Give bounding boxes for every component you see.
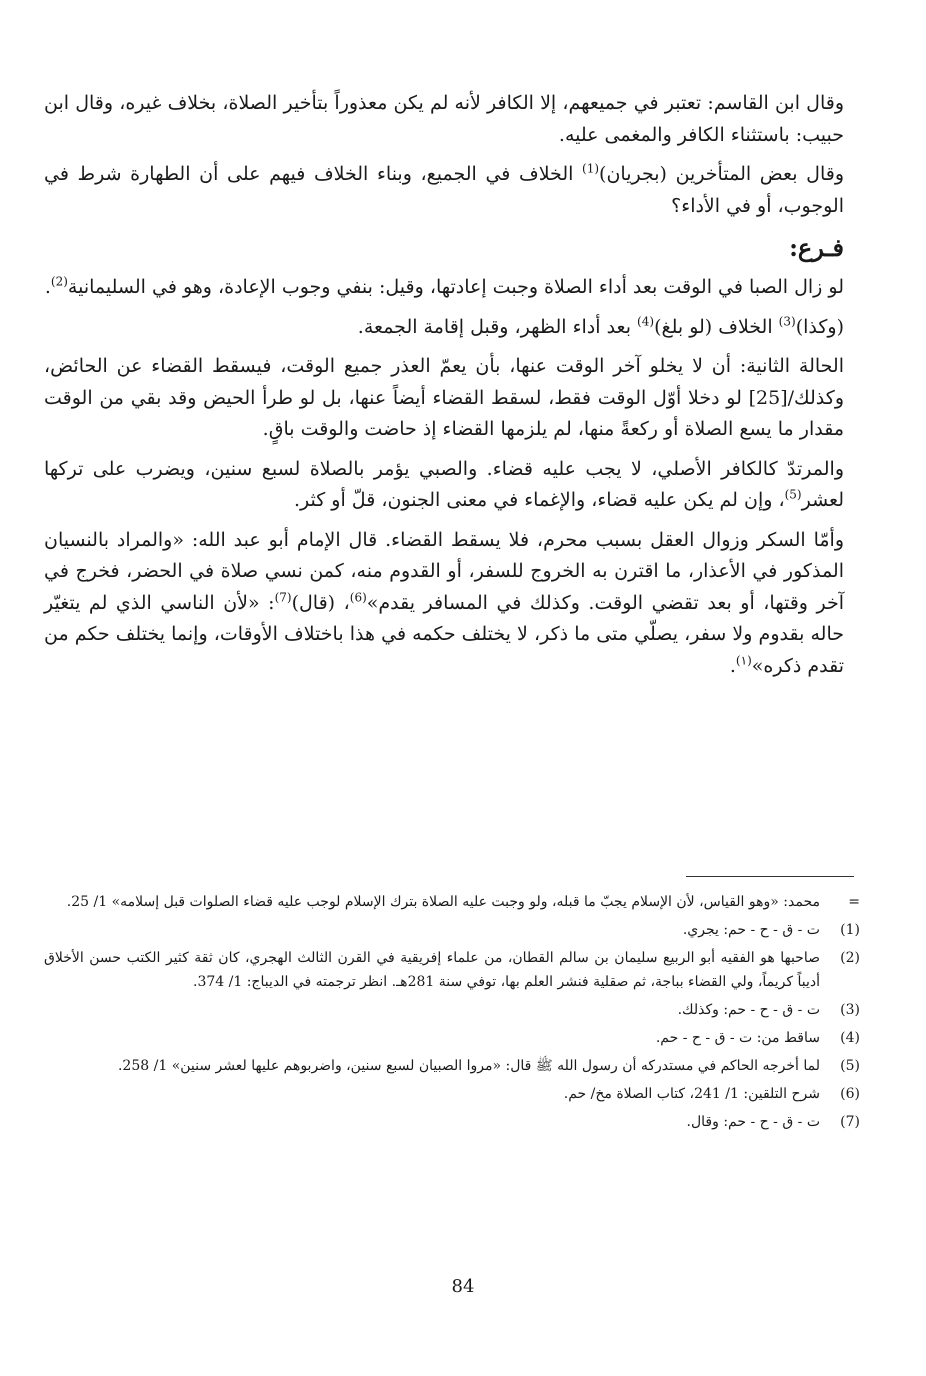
paragraph-7-text-d: . <box>729 654 736 677</box>
paragraph-7 <box>44 525 844 683</box>
footnotes <box>44 876 860 1138</box>
paragraph-1: وقال ابن القاسم: تعتبر في جميعهم، إلا الكافر لأنه لم يكن معذوراً بتأخير الصلاة، بخلاف غيره، وقال ابن حبيب: باستثناء الكافر والمغمى عليه. <box>44 92 844 146</box>
footnote-text: صاحبها هو الفقيه أبو الربيع سليمان بن سالم القطان، من علماء إفريقية في القرن الثالث الهجري، كان ثقة كثير الكتب حسن الأخلاق أديباً كريماً، ولي القضاء بباجة، ثم صقلية فنشر العلم بها، توفي سنة 281هـ. انظر ترجمته في الديباج: 1/ 374. <box>44 950 820 990</box>
footnote-number: (1) <box>840 922 860 938</box>
footnote-continuation <box>44 890 860 914</box>
footnote-number: (6) <box>840 1086 860 1102</box>
continuation-mark: = <box>848 894 860 910</box>
footnote-text: ساقط من: ت - ق - ح - حم. <box>655 1030 820 1046</box>
footnote-item <box>44 1110 860 1134</box>
footnote-text: ت - ق - ح - حم: وقال. <box>686 1114 820 1130</box>
paragraph-2-text-a: وقال بعض المتأخرين (بجريان) <box>599 163 844 185</box>
paragraph-4-text-a: (وكذا) <box>795 315 844 338</box>
paragraph-7-text-b: ، (قال) <box>291 591 350 614</box>
footnote-item <box>44 918 860 942</box>
paragraph-6-text-a: والمرتدّ كالكافر الأصلي، لا يجب عليه قضاء. والصبي يؤمر بالصلاة لسبع سنين، ويضرب على تركها لعشر <box>44 457 844 511</box>
paragraph-3-text-a: لو زال الصبا في الوقت بعد أداء الصلاة وجبت إعادتها، وقيل: بنفي وجوب الإعادة، وهو في السليمانية <box>67 276 844 298</box>
footnote-text: ت - ق - ح - حم: وكذلك. <box>677 1002 820 1018</box>
paragraph-3 <box>44 272 844 304</box>
paragraph-7-text-a: وأمّا السكر وزوال العقل بسبب محرم، فلا يسقط القضاء. قال الإمام أبو عبد الله: «والمراد بالنسيان المذكور في الأعذار، ما اقترن به الخروج للسفر، أو القدوم منه، كمن نسي صلاة في الحضر، فخرج في آخر وقتها، أو بعد تقضي الوقت. وكذلك في المسافر يقدم» <box>44 528 844 614</box>
paragraph-3-text-b: . <box>44 276 51 298</box>
footnote-item <box>44 946 860 994</box>
footnote-number: (3) <box>840 1002 860 1018</box>
footnote-number: (2) <box>840 950 860 966</box>
paragraph-4 <box>44 312 844 344</box>
footnote-ref-4: (4) <box>637 314 655 329</box>
continuation-text: محمد: «وهو القياس، لأن الإسلام يجبّ ما قبله، ولو وجبت عليه الصلاة بترك الإسلام لوجب عليه قضاء الصلوات قبل إسلامه» 1/ 25. <box>66 894 820 910</box>
footnote-ref-5: (5) <box>784 487 802 502</box>
paragraph-6-text-b: ، وإن لم يكن عليه قضاء، والإغماء في معنى الجنون، قلّ أو كثر. <box>293 489 785 511</box>
footnote-item <box>44 1082 860 1106</box>
page-number: 84 <box>451 1276 475 1297</box>
paragraph-7-text-c: : «لأن الناسي الذي لم يتغيّر حاله بقدوم ولا سفر، يصلّي متى ما ذكر، لا يختلف حكمه في هذا باختلاف الأوقات، وإنما يختلف حكم من تقدم ذكره» <box>44 591 844 677</box>
footnote-ref-7: (7) <box>274 590 292 605</box>
footnote-item <box>44 998 860 1022</box>
paragraph-5: الحالة الثانية: أن لا يخلو آخر الوقت عنها، بأن يعمّ العذر جميع الوقت، فيسقط القضاء عن الحائض، وكذلك/[25] لو دخلا أوّل الوقت فقط، لسقط القضاء أيضاً عنها، بل لو طرأ الحيض وقد بقي من الوقت مقدار ما يسع الصلاة أو ركعةً منها، لم يلزمها القضاء إذ حاضت والوقت باقٍ. <box>44 355 844 440</box>
paragraph-4-text-c: بعد أداء الظهر، وقبل إقامة الجمعة. <box>357 315 638 338</box>
footnote-ref-2: (2) <box>50 274 68 289</box>
footnote-ref-1: (1) <box>582 161 600 176</box>
paragraph-2-text-b: الخلاف في الجميع، وبناء الخلاف فيهم على أن الطهارة شرط في الوجوب، أو في الأداء؟ <box>44 163 844 217</box>
footnote-number: (5) <box>840 1058 860 1074</box>
footnote-ref-3: (3) <box>778 314 796 329</box>
footnote-text: شرح التلقين: 1/ 241، كتاب الصلاة مخ/ حم. <box>563 1086 820 1102</box>
footnote-text: ت - ق - ح - حم: يجري. <box>682 922 820 938</box>
footnote-item <box>44 1054 860 1078</box>
paragraph-6 <box>44 454 844 517</box>
footnote-text: لما أخرجه الحاكم في مستدركه أن رسول الله ﷺ قال: «مروا الصبيان لسبع سنين، واضربوهم عليها لعشر سنين» 1/ 258. <box>117 1058 820 1074</box>
footnote-number: (4) <box>840 1030 860 1046</box>
paragraph-2 <box>44 159 844 222</box>
footnote-number: (7) <box>840 1114 860 1130</box>
main-text <box>44 88 844 690</box>
footnote-item <box>44 1026 860 1050</box>
paragraph-4-text-b: الخلاف (لو بلغ) <box>654 315 779 338</box>
footnote-ref-next-1: (١) <box>735 653 752 668</box>
section-heading: فـرع: <box>789 233 844 262</box>
footnote-ref-6: (6) <box>349 590 367 605</box>
